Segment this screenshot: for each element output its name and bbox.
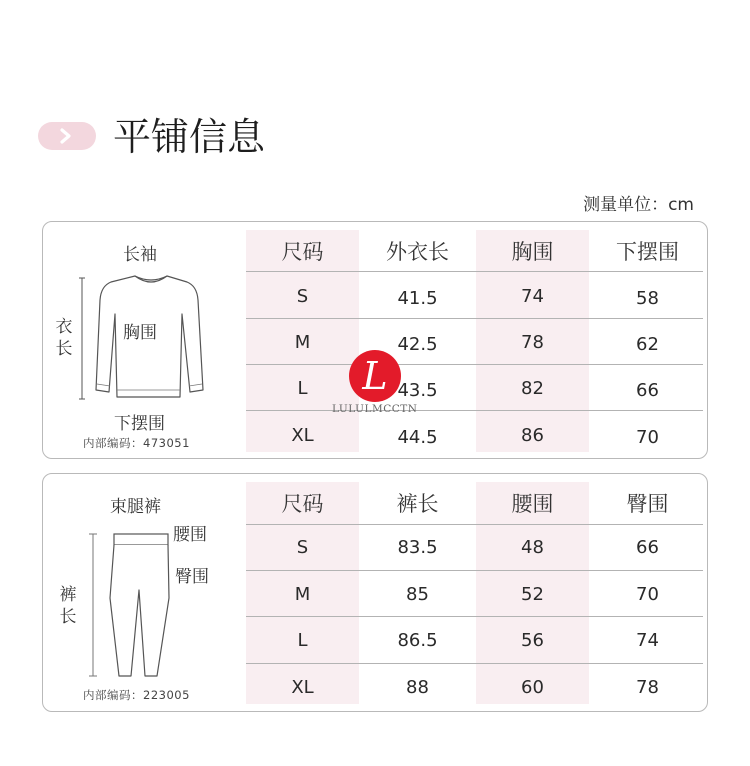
- cell-size: L: [297, 630, 308, 651]
- row-divider: [246, 364, 703, 365]
- length-label: 衣长: [55, 317, 73, 359]
- cell-hip: 74: [636, 630, 659, 651]
- chest-label: 胸围: [123, 323, 157, 343]
- hip-label: 臀围: [175, 567, 209, 587]
- watermark-text: LULULMCCTN: [332, 403, 418, 415]
- cell-length: 88: [406, 677, 429, 698]
- page-title: 平铺信息: [113, 115, 266, 159]
- header-waist: 腰围: [511, 492, 554, 516]
- leggings-icon: [87, 530, 177, 680]
- row-divider: [246, 271, 703, 272]
- cell-size: S: [296, 537, 309, 558]
- unit-label: 测量单位：cm: [583, 195, 694, 215]
- cell-size: L: [297, 378, 308, 399]
- chevron-right-icon: [58, 128, 76, 144]
- row-divider: [246, 318, 703, 319]
- cell-chest: 86: [521, 425, 544, 446]
- header-chest: 胸围: [511, 240, 554, 264]
- garment-name: 长袖: [123, 245, 157, 265]
- internal-code: 内部编码：223005: [83, 688, 190, 702]
- cell-length: 85: [406, 584, 429, 605]
- header-length: 外衣长: [386, 240, 449, 264]
- cell-chest: 82: [521, 378, 544, 399]
- cell-chest: 78: [521, 332, 544, 353]
- watermark-letter: L: [349, 350, 401, 402]
- cell-waist: 60: [521, 677, 544, 698]
- cell-waist: 56: [521, 630, 544, 651]
- watermark-logo: [332, 350, 432, 430]
- cell-hip: 70: [636, 584, 659, 605]
- bottom-size-card: [42, 473, 708, 712]
- cell-hem: 62: [636, 334, 659, 355]
- hem-label: 下摆围: [114, 414, 165, 434]
- row-divider: [246, 524, 703, 525]
- cell-size: M: [294, 584, 311, 605]
- cell-hem: 58: [636, 288, 659, 309]
- header-size: 尺码: [281, 492, 324, 516]
- header-size: 尺码: [281, 240, 324, 264]
- header-hem: 下摆围: [616, 240, 679, 264]
- cell-size: S: [296, 286, 309, 307]
- header-length: 裤长: [396, 492, 439, 516]
- cell-waist: 52: [521, 584, 544, 605]
- cell-length: 44.5: [397, 427, 438, 448]
- cell-length: 86.5: [397, 630, 438, 651]
- heading-pill: [38, 122, 96, 150]
- row-divider: [246, 410, 703, 411]
- cell-size: XL: [291, 677, 314, 698]
- cell-length: 41.5: [397, 288, 438, 309]
- length-label: 裤长: [59, 585, 77, 627]
- cell-waist: 48: [521, 537, 544, 558]
- row-divider: [246, 570, 703, 571]
- cell-hip: 78: [636, 677, 659, 698]
- row-divider: [246, 663, 703, 664]
- header-hip: 臀围: [626, 492, 669, 516]
- cell-size: M: [294, 332, 311, 353]
- cell-length: 83.5: [397, 537, 438, 558]
- garment-name: 束腿裤: [110, 497, 161, 517]
- cell-hem: 70: [636, 427, 659, 448]
- row-divider: [246, 616, 703, 617]
- cell-length: 42.5: [397, 334, 438, 355]
- cell-length: 43.5: [397, 380, 438, 401]
- cell-size: XL: [291, 425, 314, 446]
- cell-hem: 66: [636, 380, 659, 401]
- cell-hip: 66: [636, 537, 659, 558]
- cell-chest: 74: [521, 286, 544, 307]
- waist-label: 腰围: [173, 525, 207, 545]
- internal-code: 内部编码：473051: [83, 436, 190, 450]
